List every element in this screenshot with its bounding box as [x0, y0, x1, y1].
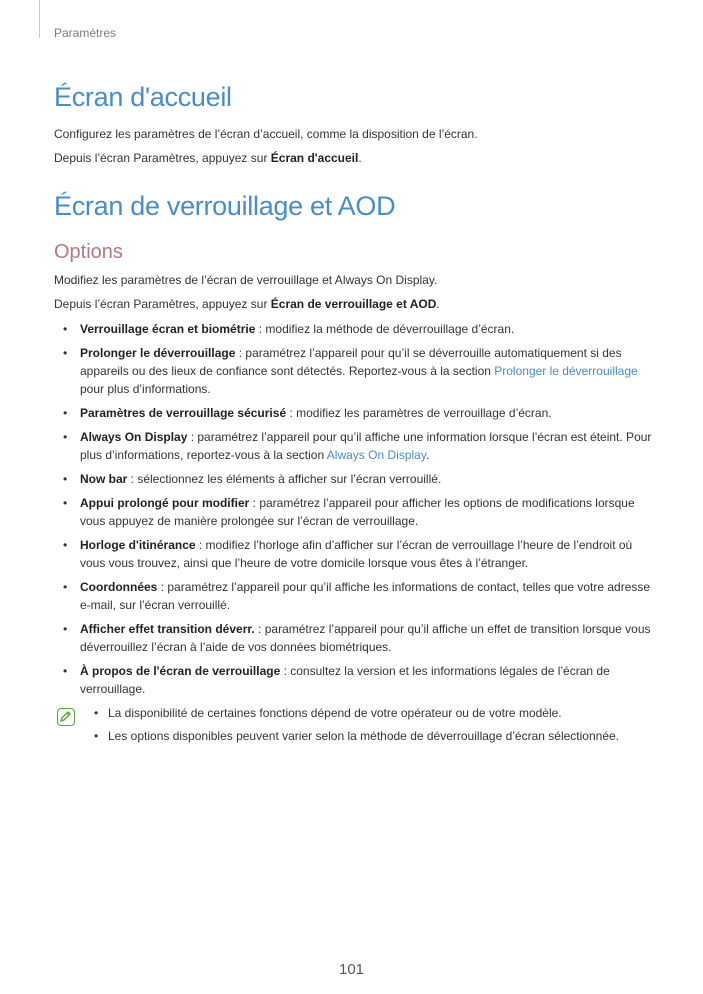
option-item: [54, 428, 654, 464]
option-item: [54, 662, 654, 698]
option-desc: : paramétrez l’appareil pour qu’il affiche une information lorsque l’écran est éteint. Pour plus d’informations, reportez-vous à la section: [80, 430, 652, 462]
section-title-home-screen: Écran d'accueil: [54, 82, 232, 112]
header-section-label: Paramètres: [54, 26, 117, 40]
option-name: À propos de l'écran de verrouillage: [80, 664, 281, 678]
option-item: [54, 536, 654, 572]
subsection-title-options: Options: [54, 241, 123, 263]
option-name: Coordonnées: [80, 580, 158, 594]
option-desc: : paramétrez l’appareil pour qu’il affiche un effet de transition lorsque vous déverrouillez l’écran à l’aide de vos données biométriques.: [80, 622, 651, 654]
option-desc: : modifiez les paramètres de verrouillage d’écran.: [286, 406, 552, 420]
option-desc-after: pour plus d’informations.: [80, 382, 211, 396]
option-item: [54, 620, 654, 656]
option-name: Prolonger le déverrouillage: [80, 346, 236, 360]
path-suffix: .: [436, 297, 440, 311]
path-suffix: .: [358, 151, 362, 165]
option-item: [54, 470, 654, 488]
option-desc: : paramétrez l’appareil pour afficher les options de modifications lorsque vous appuyez de manière prolongée sur l’écran de verrouillage.: [80, 496, 635, 528]
option-name: Paramètres de verrouillage sécurisé: [80, 406, 287, 420]
option-item: [54, 344, 654, 398]
option-desc-after: .: [425, 448, 430, 462]
option-name: Horloge d'itinérance: [80, 538, 196, 552]
path-prefix: Depuis l’écran Paramètres, appuyez sur: [54, 297, 271, 311]
option-item: [54, 320, 654, 338]
notes-list: [54, 704, 654, 745]
option-link[interactable]: Always On Display: [326, 448, 426, 462]
path-bold: Écran d'accueil: [270, 151, 359, 165]
option-desc: : paramétrez l’appareil pour qu’il se déverrouille automatiquement si des appareils ou des lieux de confiance sont détectés. Reportez-vous à la section: [80, 346, 622, 378]
page-number: 101: [338, 961, 365, 978]
options-list: [54, 320, 654, 698]
option-desc: : modifiez la méthode de déverrouillage d’écran.: [255, 322, 515, 336]
option-name: Always On Display: [80, 430, 188, 444]
home-screen-intro: Configurez les paramètres de l’écran d’accueil, comme la disposition de l’écran.: [54, 127, 478, 141]
lock-screen-path: [54, 296, 654, 313]
option-name: Appui prolongé pour modifier: [80, 496, 250, 510]
section-title-lock-screen: Écran de verrouillage et AOD: [54, 191, 396, 221]
option-name: Verrouillage écran et biométrie: [80, 322, 256, 336]
header-divider: [39, 0, 40, 38]
option-name: Now bar: [80, 472, 128, 486]
option-item: [54, 494, 654, 530]
home-screen-path: [54, 150, 654, 167]
lock-screen-intro: Modifiez les paramètres de l’écran de verrouillage et Always On Display.: [54, 273, 438, 287]
option-desc: : consultez la version et les informations légales de l’écran de verrouillage.: [80, 664, 610, 696]
path-bold: Écran de verrouillage et AOD: [270, 297, 437, 311]
option-desc: : modifiez l’horloge afin d’afficher sur l’écran de verrouillage l’heure de l’endroit où vous vous trouvez, ainsi que l’heure de votre domicile lorsque vous êtes à l’étranger.: [80, 538, 633, 570]
option-item: [54, 578, 654, 614]
option-desc: : paramétrez l’appareil pour qu’il affiche les informations de contact, telles que votre adresse e-mail, sur l’écran verrouillé.: [80, 580, 651, 612]
note-item: • La disponibilité de certaines fonctions dépend de votre opérateur ou de votre modèle.: [94, 704, 654, 722]
path-prefix: Depuis l’écran Paramètres, appuyez sur: [54, 151, 271, 165]
option-item: [54, 404, 654, 422]
note-block: [54, 704, 654, 745]
option-name: Afficher effet transition déverr.: [80, 622, 255, 636]
page-content: [54, 82, 654, 750]
option-link[interactable]: Prolonger le déverrouillage: [494, 364, 638, 378]
option-desc: : sélectionnez les éléments à afficher sur l’écran verrouillé.: [127, 472, 442, 486]
note-item: • Les options disponibles peuvent varier selon la méthode de déverrouillage d’écran sélectionnée.: [94, 727, 654, 745]
note-pencil-icon: [57, 708, 75, 726]
